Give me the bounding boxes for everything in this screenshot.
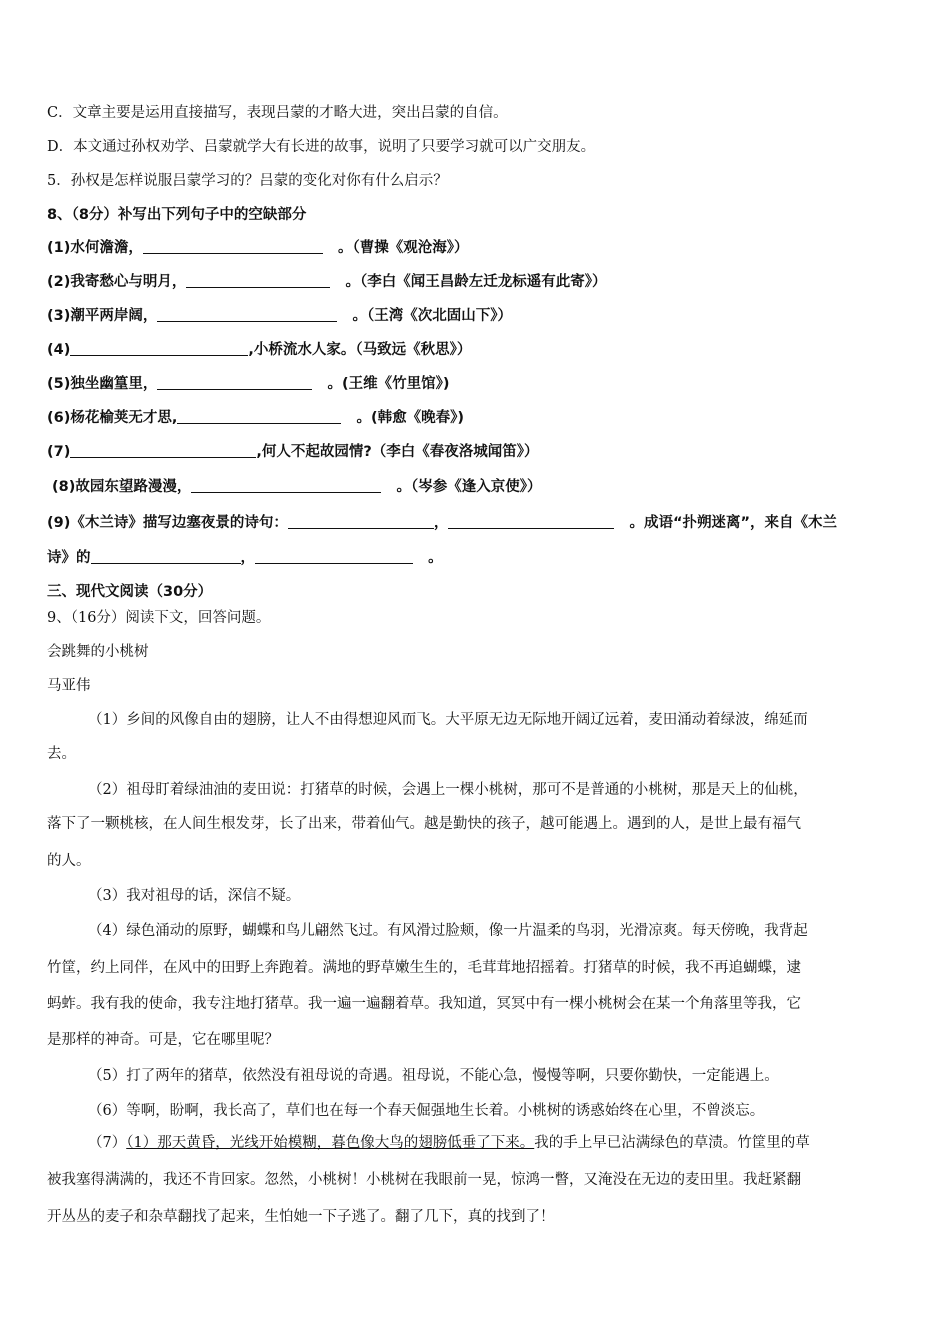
article-author: 马亚伟 [47, 678, 91, 694]
blank-line [191, 478, 381, 493]
paragraph-7-cont-1: 被我塞得满满的，我还不肯回家。忽然，小桃树！小桃树在我眼前一晃，惊鸿一瞥，又淹没在无边的麦田里。我赶紧翻 [47, 1172, 801, 1188]
article-title: 会跳舞的小桃树 [47, 644, 149, 660]
paragraph-3: （3）我对祖母的话，深信不疑。 [88, 888, 301, 904]
paragraph-2-cont-1: 落下了一颗桃核，在人间生根发芽，长了出来，带着仙气。越是勤快的孩子，越可能遇上。遇到的人，是世上最有福气 [47, 816, 801, 832]
blank-8-suffix: 。（岑参《逢入京使》） [396, 479, 542, 495]
blank-9-cont-prefix: 诗》的 [47, 550, 91, 566]
blank-5-suffix: 。(王维《竹里馆》) [327, 376, 450, 392]
blank-5-prefix: (5)独坐幽篁里， [47, 376, 158, 392]
blank-1-prefix: (1)水何澹澹， [47, 240, 143, 256]
fill-blank-2 [47, 272, 907, 292]
fill-blank-1 [47, 238, 907, 258]
option-c: C．文章主要是运用直接描写，表现吕蒙的才略大进，突出吕蒙的自信。 [47, 105, 508, 121]
blank-9-suffix: 。成语“扑朔迷离”，来自《木兰 [629, 515, 838, 531]
blank-line [255, 549, 413, 564]
blank-line [143, 239, 323, 254]
blank-1-suffix: 。（曹操《观沧海》） [338, 240, 469, 256]
blank-line [70, 443, 256, 458]
blank-2-suffix: 。（李白《闻王昌龄左迁龙标遥有此寄》） [345, 274, 607, 290]
paragraph-5: （5）打了两年的猪草，依然没有祖母说的奇遇。祖母说，不能心急，慢慢等啊，只要你勤快，一定能遇上。 [88, 1068, 779, 1084]
blank-8-prefix: (8)故园东望路漫漫， [52, 479, 192, 495]
blank-7-prefix: (7) [47, 444, 71, 460]
blank-line [177, 409, 341, 424]
fill-blank-9-cont [47, 548, 907, 568]
blank-6-prefix: (6)杨花榆荚无才思, [47, 410, 178, 426]
fill-blank-3 [47, 306, 907, 326]
option-d: D．本文通过孙权劝学、吕蒙就学大有长进的故事，说明了只要学习就可以广交朋友。 [47, 139, 596, 155]
paragraph-7 [88, 1133, 948, 1153]
paragraph-7-cont-2: 开丛丛的麦子和杂草翻找了起来，生怕她一下子逃了。翻了几下，真的找到了！ [47, 1209, 555, 1225]
paragraph-4-cont-3: 是那样的神奇。可是，它在哪里呢？ [47, 1032, 279, 1048]
blank-4-suffix: ,小桥流水人家。（马致远《秋思》） [248, 342, 472, 358]
blank-3-prefix: (3)潮平两岸阔， [47, 308, 158, 324]
fill-blank-7 [47, 442, 907, 462]
blank-4-prefix: (4) [47, 342, 71, 358]
paragraph-4-cont-2: 蚂蚱。我有我的使命，我专注地打猪草。我一遍一遍翻着草。我知道，冥冥中有一棵小桃树会在某一个角落里等我，它 [47, 996, 801, 1012]
paragraph-6: （6）等啊，盼啊，我长高了，草们也在每一个春天倔强地生长着。小桃树的诱惑始终在心里，不曾淡忘。 [88, 1103, 765, 1119]
fill-blank-8 [52, 477, 912, 497]
fill-blank-6 [47, 408, 907, 428]
paragraph-2: （2）祖母盯着绿油油的麦田说：打猪草的时候，会遇上一棵小桃树，那可不是普通的小桃树，那是天上的仙桃， [88, 782, 808, 798]
blank-line [448, 514, 614, 529]
blank-line [288, 514, 434, 529]
blank-9-cont-end: 。 [428, 550, 443, 566]
blank-line [157, 307, 337, 322]
paragraph-1: （1）乡间的风像自由的翅膀，让人不由得想迎风而飞。大平原无边无际地开阔辽远着，麦田涌动着绿波，绵延而 [88, 712, 808, 728]
blank-2-prefix: (2)我寄愁心与明月， [47, 274, 187, 290]
section-3-heading: 三、现代文阅读（30分） [47, 584, 213, 600]
paragraph-2-cont-2: 的人。 [47, 853, 91, 869]
blank-line [157, 375, 312, 390]
paragraph-4: （4）绿色涌动的原野，蝴蝶和鸟儿翩然飞过。有风滑过脸颊，像一片温柔的鸟羽，光滑凉爽。每天傍晚，我背起 [88, 923, 808, 939]
question-5: 5．孙权是怎样说服吕蒙学习的？吕蒙的变化对你有什么启示？ [47, 173, 448, 189]
question-9: 9、（16分）阅读下文，回答问题。 [47, 610, 271, 626]
paragraph-1-cont: 去。 [47, 746, 76, 762]
blank-3-suffix: 。（王湾《次北固山下》） [352, 308, 512, 324]
underlined-sentence: （1）那天黄昏，光线开始模糊，暮色像大鸟的翅膀低垂了下来。 [126, 1135, 535, 1151]
fill-blank-5 [47, 374, 907, 394]
blank-9-prefix: (9)《木兰诗》描写边塞夜景的诗句： [47, 515, 288, 531]
blank-line [70, 341, 248, 356]
question-8-heading: 8、（8分）补写出下列句子中的空缺部分 [47, 207, 307, 223]
blank-9-comma: ， [433, 515, 449, 531]
blank-6-suffix: 。(韩愈《晚春》) [356, 410, 465, 426]
paragraph-7-rest: 我的手上早已沾满绿色的草渍。竹筐里的草 [534, 1135, 810, 1151]
paragraph-4-cont-1: 竹筐，约上同伴，在风中的田野上奔跑着。满地的野草嫩生生的，毛茸茸地招摇着。打猪草的时候，我不再追蝴蝶，逮 [47, 960, 801, 976]
paragraph-7-number: （7） [88, 1135, 127, 1151]
fill-blank-4 [47, 340, 907, 360]
blank-7-suffix: ,何人不起故园情?（李白《春夜洛城闻笛》） [256, 444, 539, 460]
blank-line [91, 549, 241, 564]
blank-9-cont-comma: ， [240, 550, 255, 566]
fill-blank-9 [47, 513, 907, 533]
blank-line [186, 273, 330, 288]
